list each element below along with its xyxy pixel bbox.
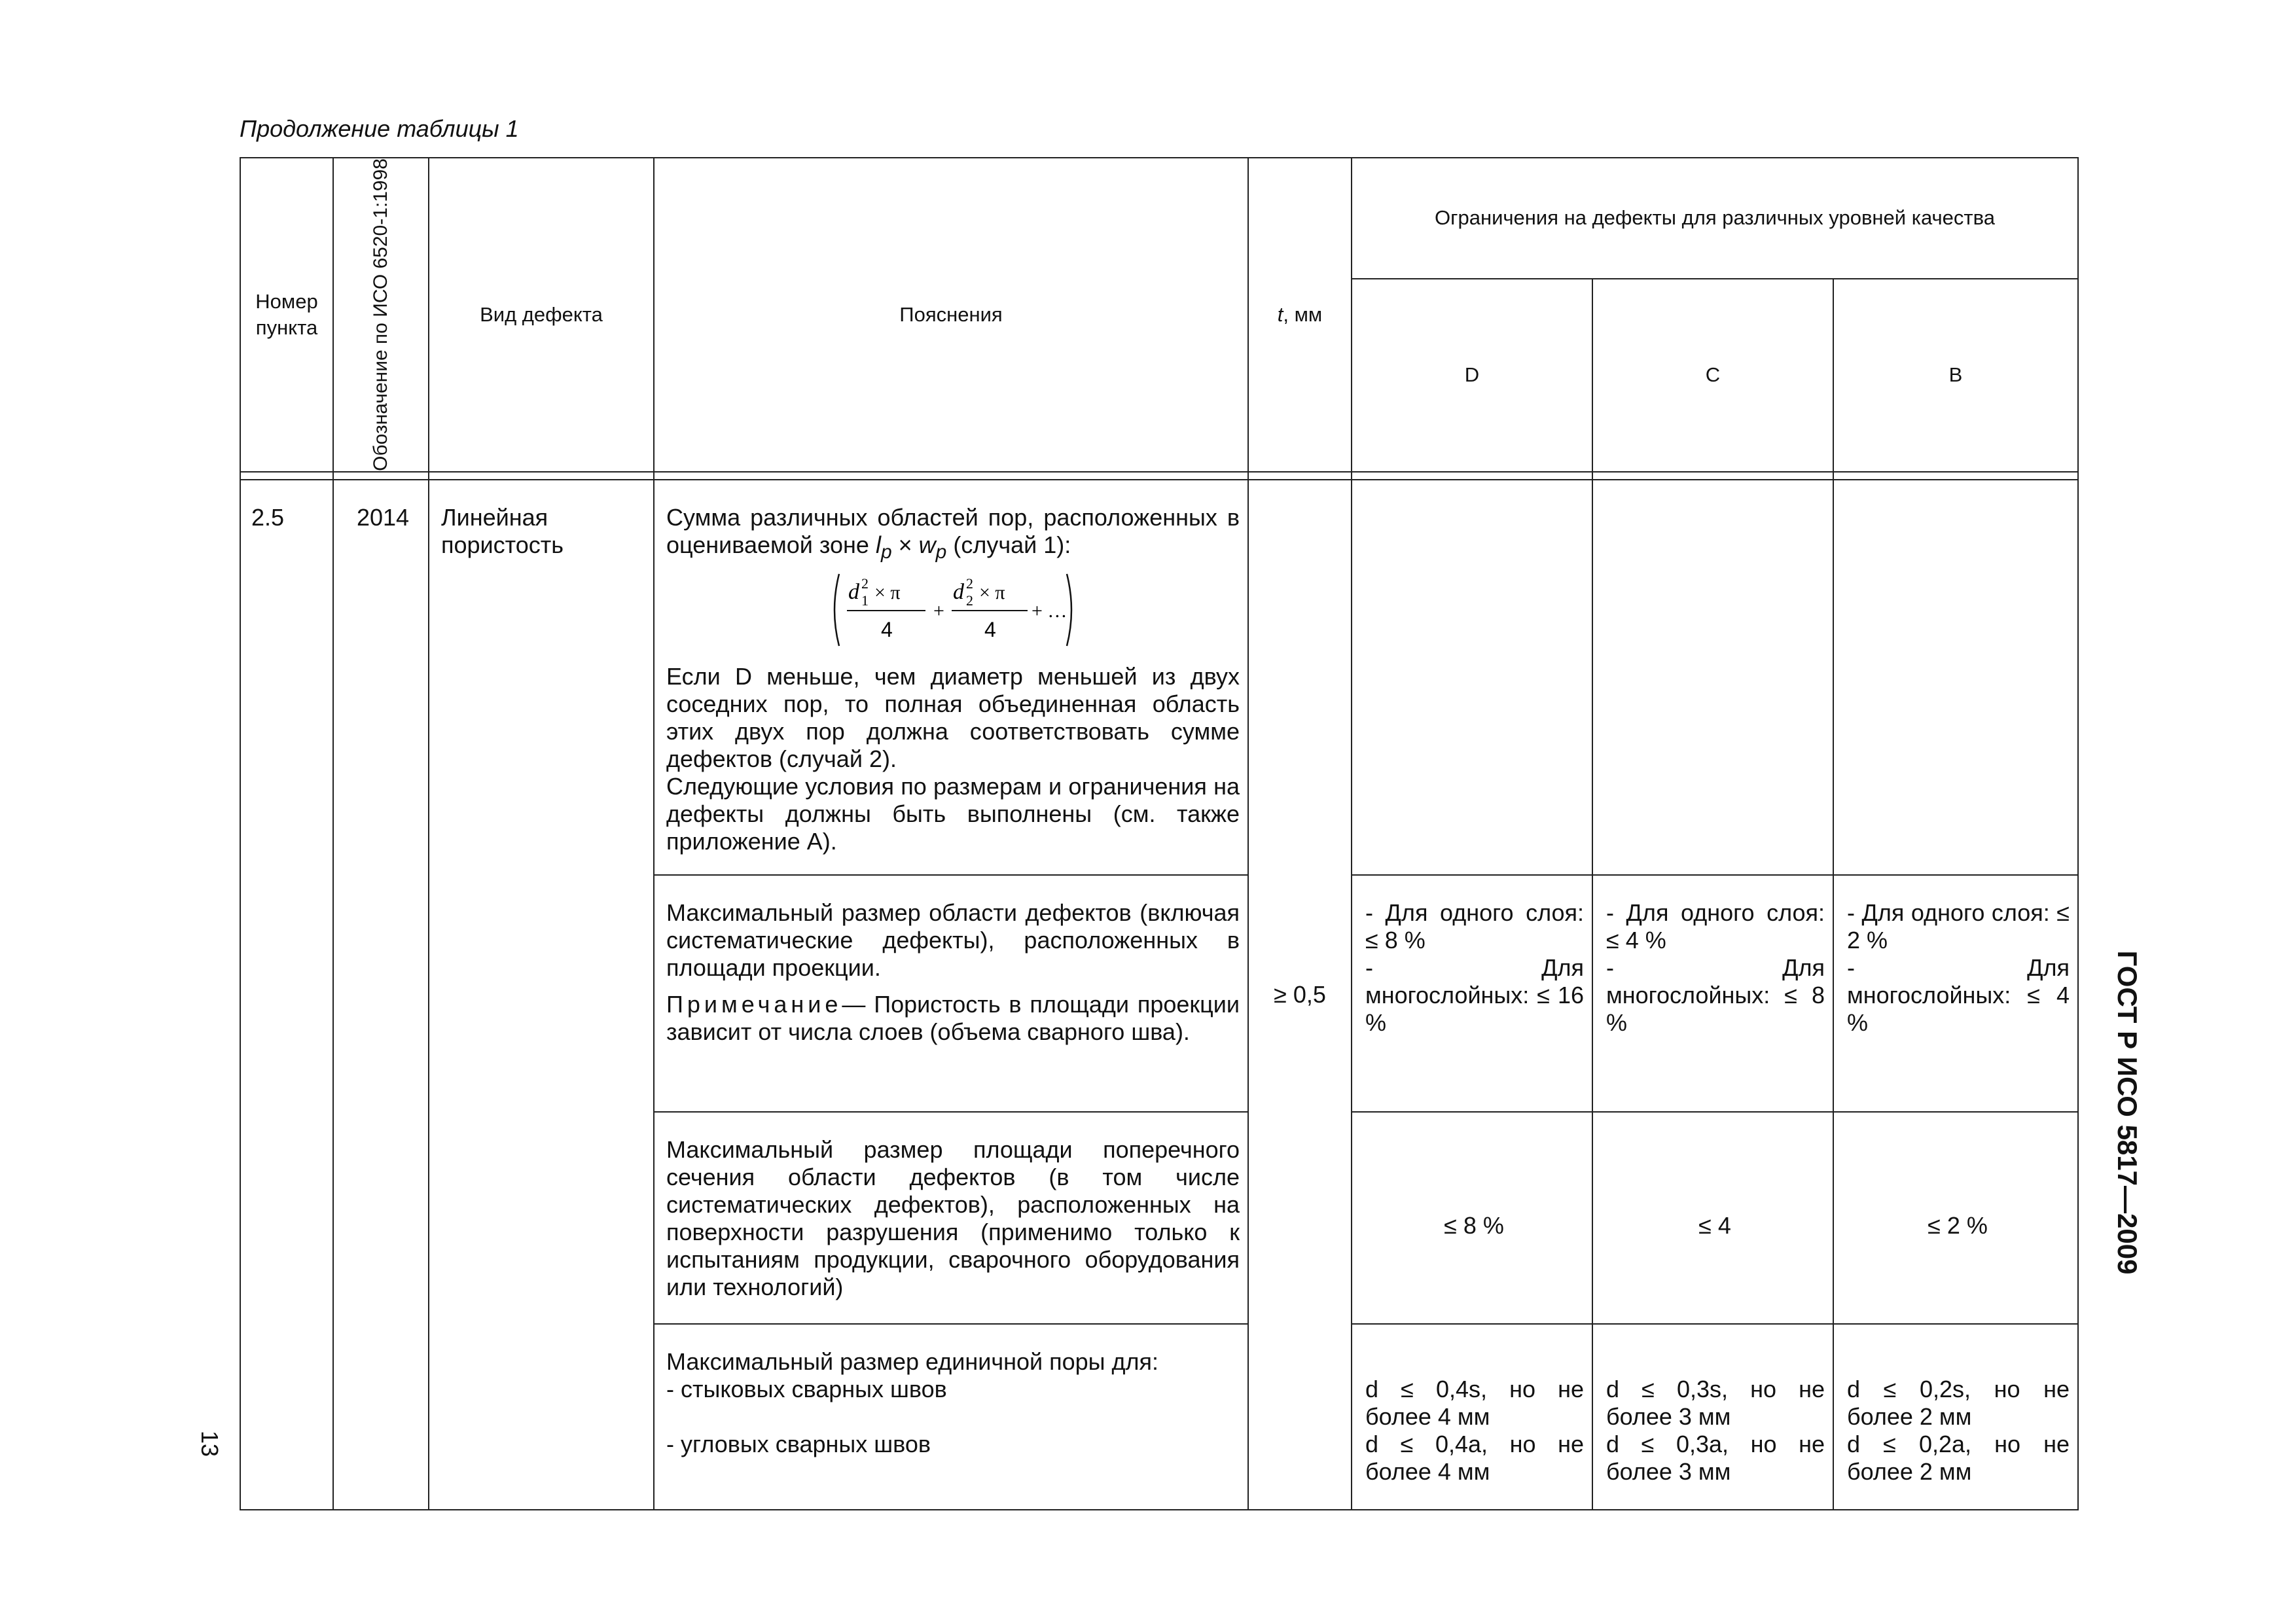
formula-denominator-2: 4 xyxy=(984,618,996,642)
expl-butt-welds: - стыковых сварных швов xyxy=(666,1375,947,1402)
limit-c-empty xyxy=(1592,480,1833,875)
header-level-b: B xyxy=(1833,279,2078,472)
table-continuation-caption: Продолжение таблицы 1 xyxy=(240,115,519,142)
formula-dots: + … xyxy=(1031,600,1067,622)
thickness-value: ≥ 0,5 xyxy=(1248,480,1352,1510)
defects-table xyxy=(240,157,2079,1510)
limit-c-fillet: d ≤ 0,3a, но не более 3 мм xyxy=(1606,1430,1825,1485)
formula-d2: d xyxy=(953,580,964,605)
header-explanations: Пояснения xyxy=(654,158,1248,472)
formula-d1: d xyxy=(848,580,859,605)
expl-sum-text: Сумма различных областей пор, расположенных в оцениваемой зоне xyxy=(666,503,1240,558)
note-label: Примечание xyxy=(666,990,842,1018)
header-designation-cell xyxy=(333,158,429,472)
expl-case1: (случай 1): xyxy=(953,531,1071,558)
row-number: 2.5 xyxy=(240,480,333,1510)
limit-d-empty xyxy=(1352,480,1592,875)
header-limits: Ограничения на дефекты для различных уровней качества xyxy=(1352,158,2078,279)
row-defect-type: Линейная пористость xyxy=(429,480,654,1510)
expl-projection-text: Максимальный размер области дефектов (включая систематические дефекты), расположенных в площади проекции. xyxy=(666,899,1240,981)
limit-b-empty xyxy=(1833,480,2078,875)
header-designation: Обозначение по ИСО 6520-1:1998 xyxy=(370,158,392,471)
svg-text:2: 2 xyxy=(966,592,973,609)
expl-case2: Если D меньше, чем диаметр меньшей из двух соседних пор, то полная объединенная область этих двух пор должна соответствовать сумме дефектов (случай 2). xyxy=(666,663,1240,773)
limit-b-projection xyxy=(1833,875,2078,1112)
limit-c-multilayer: - Для многослойных: ≤ 8 % xyxy=(1606,954,1825,1036)
expl-conditions: Следующие условия по размерам и ограничения на дефекты должны быть выполнены (см. также приложение А). xyxy=(666,773,1240,855)
limit-c-cross-section: ≤ 4 xyxy=(1592,1112,1833,1324)
limit-d-single-pore xyxy=(1352,1324,1592,1510)
limit-b-single-layer: - Для одного слоя: ≤ 2 % xyxy=(1847,899,2070,954)
row-designation: 2014 xyxy=(333,480,429,1510)
expl-fillet-welds: - угловых сварных швов xyxy=(666,1430,931,1457)
formula-denominator-1: 4 xyxy=(881,618,893,642)
header-number: Номер пункта xyxy=(240,158,333,472)
limit-b-single-pore xyxy=(1833,1324,2078,1510)
header-thickness xyxy=(1248,158,1352,472)
formula-pi-1: × π xyxy=(874,582,901,604)
limit-b-butt: d ≤ 0,2s, но не более 2 мм xyxy=(1847,1375,2070,1430)
svg-text:2: 2 xyxy=(966,575,973,592)
svg-text:1: 1 xyxy=(861,592,869,609)
expl-single-pore-title: Максимальный размер единичной поры для: xyxy=(666,1347,1159,1375)
explanation-cross-section: Максимальный размер площади поперечного сечения области дефектов (в том числе систематических дефектов), расположенных на поверхности разрушения (применимо только к испытаниям продукции, сварочного оборудования или технологий) xyxy=(654,1112,1248,1324)
document-standard-title: ГОСТ Р ИСО 5817—2009 xyxy=(2112,950,2143,1275)
limit-b-fillet: d ≤ 0,2a, но не более 2 мм xyxy=(1847,1430,2070,1485)
explanation-single-pore xyxy=(654,1324,1248,1510)
limit-c-projection xyxy=(1592,875,1833,1112)
explanation-general: Сумма различных областей пор, расположенных в оцениваемой зоне $l_p \times w_p$ (случай 1): d 2 1 × π 4 + d 2 2 × π 4 + … Если D меньше, чем диаметр меньшей из двух соседних пор, то полная объединенная область этих двух пор должна соответствовать сумме дефектов (случай 2). Следующие условия по размерам и ограничения на дефекты должны быть выполнены (см. также приложение А). xyxy=(654,480,1248,875)
limit-d-fillet: d ≤ 0,4a, но не более 4 мм xyxy=(1365,1430,1584,1485)
limit-b-cross-section: ≤ 2 % xyxy=(1833,1112,2078,1324)
limit-c-butt: d ≤ 0,3s, но не более 3 мм xyxy=(1606,1375,1825,1430)
limit-d-single-layer: - Для одного слоя: ≤ 8 % xyxy=(1365,899,1584,954)
thickness-unit: , мм xyxy=(1283,302,1323,326)
porosity-formula xyxy=(666,571,1240,649)
page-number: 13 xyxy=(196,1430,224,1457)
limit-b-multilayer: - Для многослойных: ≤ 4 % xyxy=(1847,954,2070,1036)
svg-text:+: + xyxy=(933,600,944,622)
limit-d-cross-section: ≤ 8 % xyxy=(1352,1112,1592,1324)
header-level-d: D xyxy=(1352,279,1592,472)
limit-d-projection xyxy=(1352,875,1592,1112)
header-defect-type: Вид дефекта xyxy=(429,158,654,472)
thickness-symbol: t xyxy=(1277,302,1283,326)
svg-text:2: 2 xyxy=(861,575,869,592)
limit-c-single-pore xyxy=(1592,1324,1833,1510)
note-text: — Пористость в площади проекции зависит от числа слоев (объема сварного шва). xyxy=(666,990,1240,1045)
limit-d-multilayer: - Для многослойных: ≤ 16 % xyxy=(1365,954,1584,1036)
limit-c-single-layer: - Для одного слоя: ≤ 4 % xyxy=(1606,899,1825,954)
limit-d-butt: d ≤ 0,4s, но не более 4 мм xyxy=(1365,1375,1584,1430)
header-level-c: C xyxy=(1592,279,1833,472)
formula-pi-2: × π xyxy=(979,582,1005,604)
explanation-projection xyxy=(654,875,1248,1112)
